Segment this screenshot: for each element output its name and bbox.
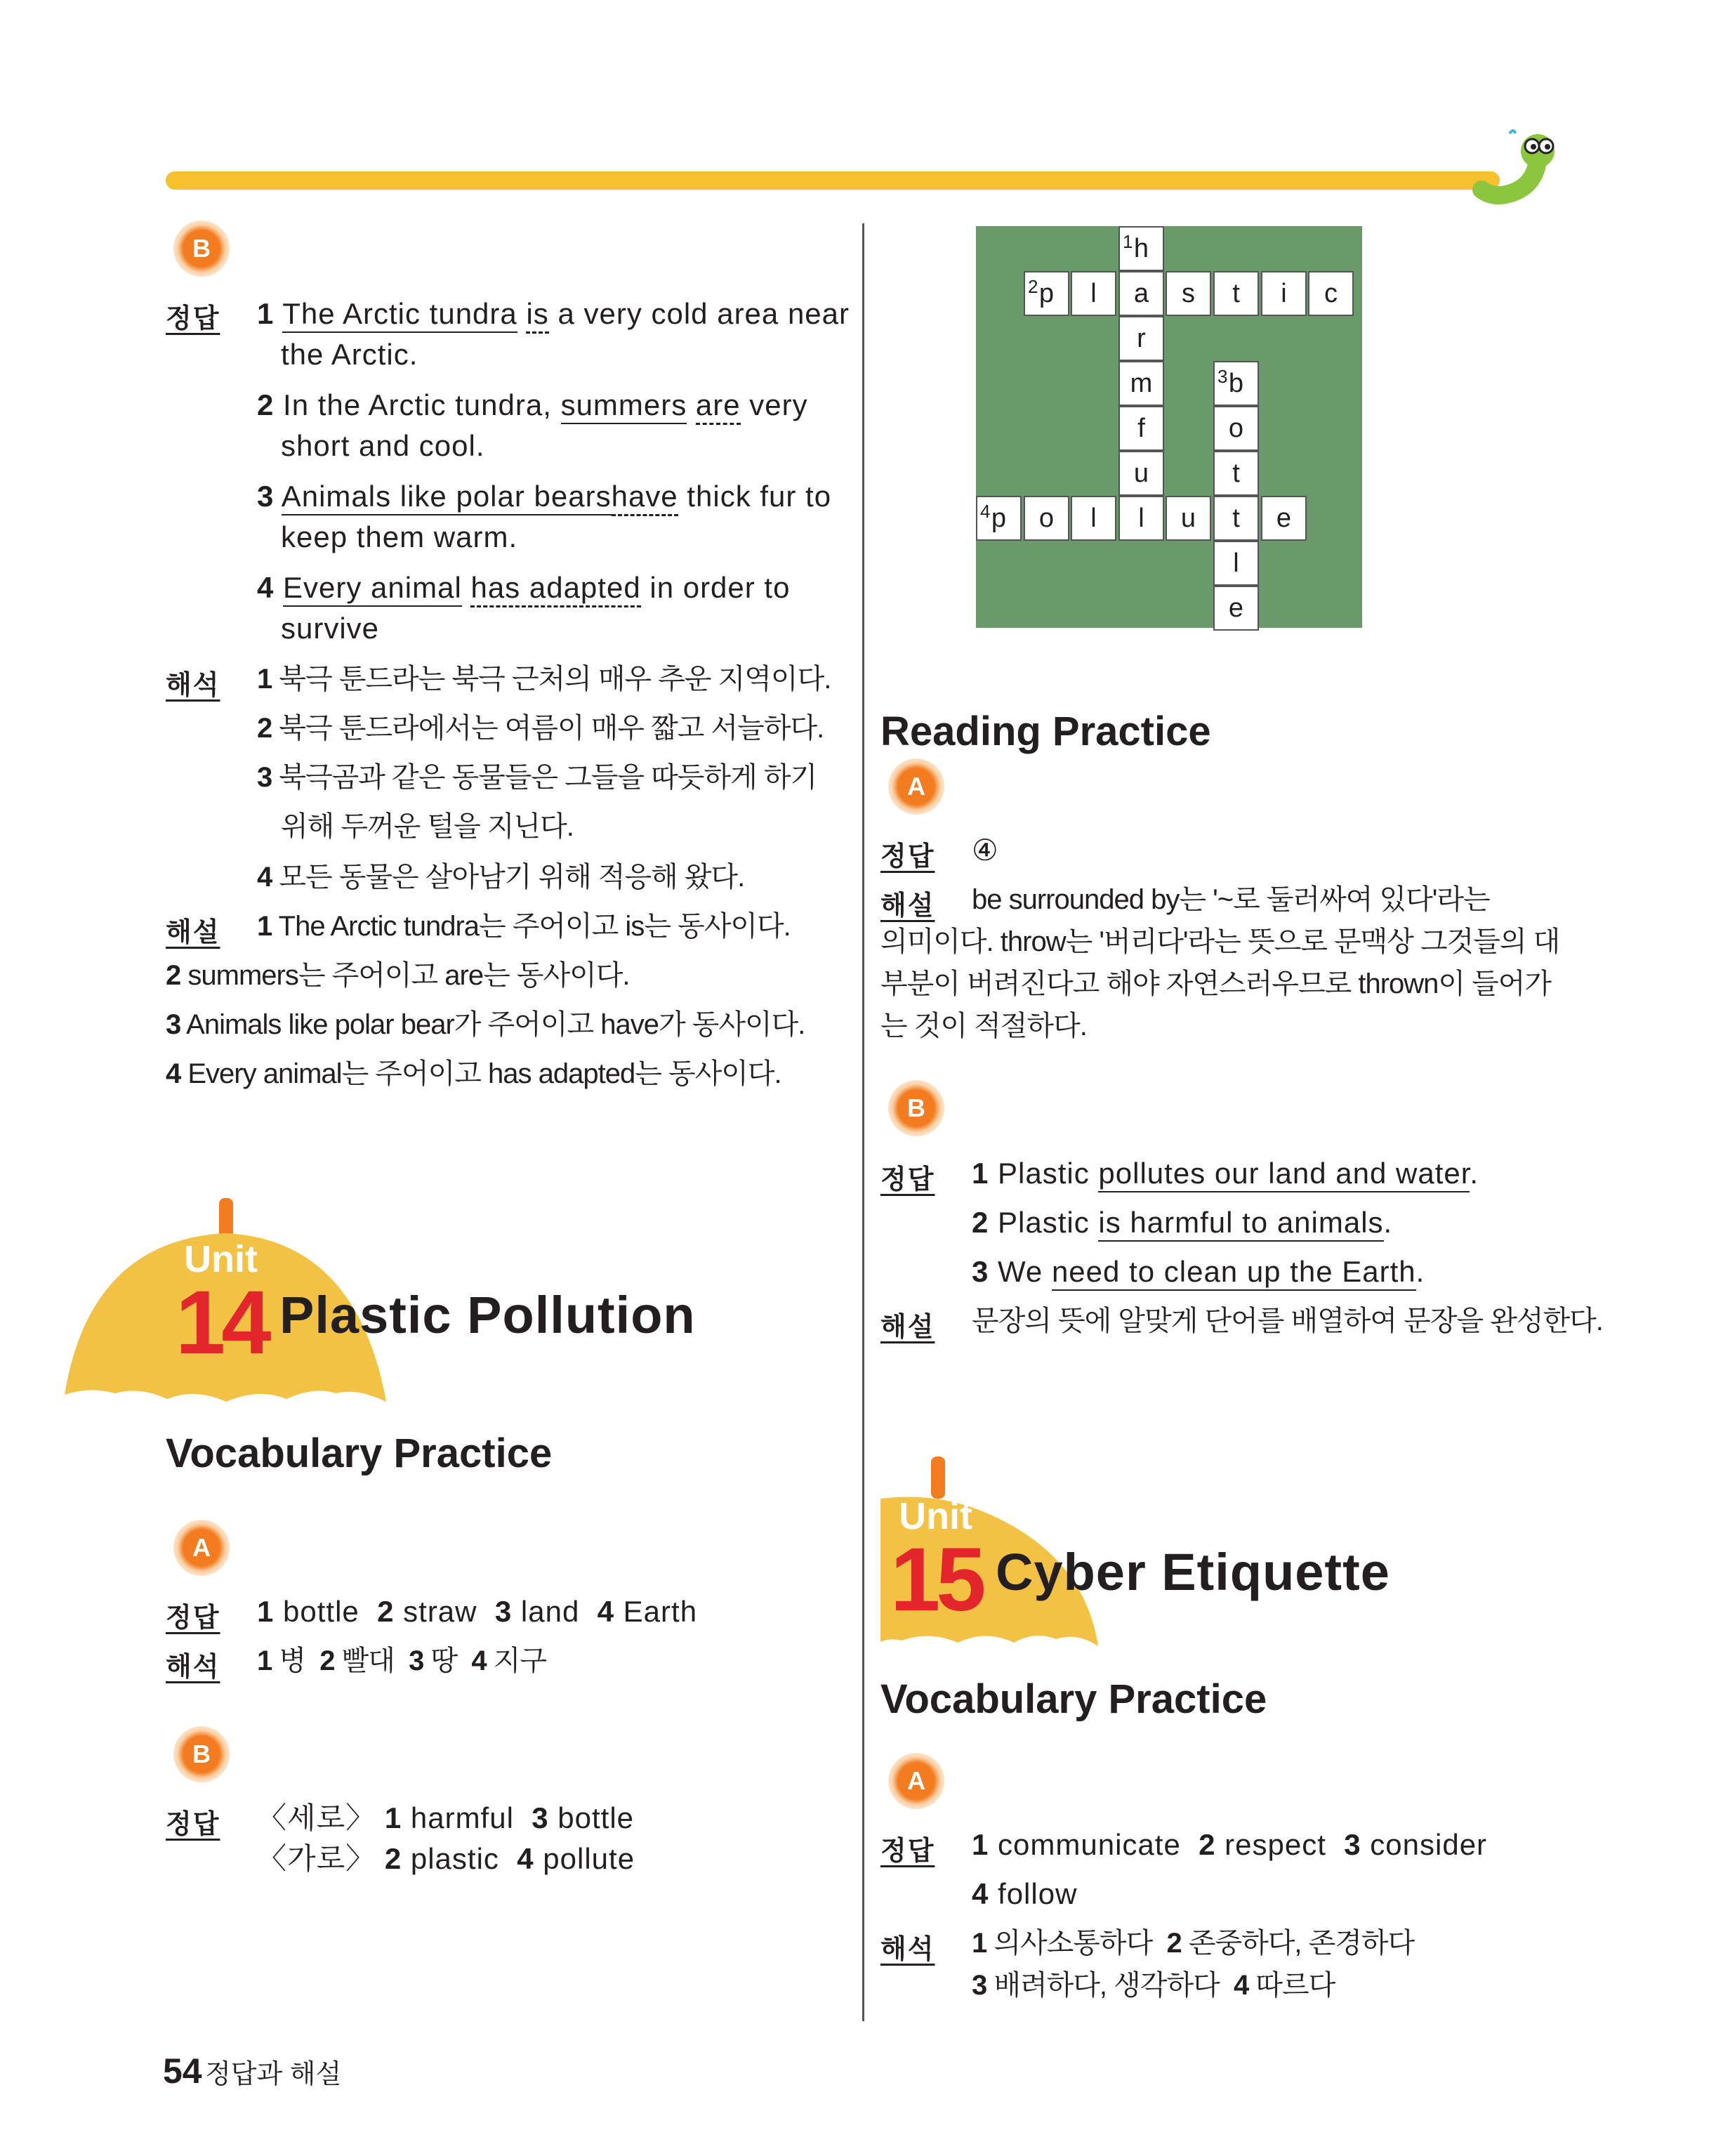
explanation-2: 2 summers는 주어이고 are는 동사이다. [166,960,630,991]
crossword-cell: t [1213,271,1259,316]
crossword-cell: i [1261,271,1307,316]
crossword-cell: 2 p [1024,271,1069,316]
vocab-translations: 1 의사소통하다 2 존중하다, 존경하다 [972,1928,1415,1959]
translation-4: 4 모든 동물은 살아남기 위해 적응해 왔다. [257,862,745,893]
crossword-cell: a [1118,271,1164,316]
answer-line-4b: survive [281,612,380,645]
unit-label: Unit [184,1238,258,1280]
page-number: 54 [163,2051,202,2091]
unit-title: Plastic Pollution [279,1286,696,1344]
answer-line-3b: keep them warm. [281,520,518,553]
crossword-cell: c [1308,271,1354,316]
answer-line-2b: short and cool. [281,429,485,462]
vocab-translations: 1 병 2 빨대 3 땅 4 지구 [257,1645,547,1676]
crossword-cell: o [1213,406,1259,451]
reading-explanation-2: 의미이다. throw는 '버리다'라는 뜻으로 문맥상 그것들의 대 [880,926,1560,957]
reading-answer-1: 1 Plastic pollutes our land and water. [972,1153,1479,1194]
translation-2: 2 북극 툰드라에서는 여름이 매우 짧고 서늘하다. [257,713,824,744]
section-badge: A [888,1753,944,1809]
vocab-answers: 1 bottle 2 straw 3 land 4 Earth [257,1595,698,1628]
reading-explanation-1: be surrounded by는 '~로 둘러싸여 있다'라는 [972,884,1490,915]
section-badge: A [888,758,944,815]
answer-label: 정답 [166,1603,220,1633]
crossword-cell: 1 h [1118,226,1164,271]
translation-label: 해석 [166,1652,220,1682]
unit-number: 15 [890,1530,982,1630]
vocabulary-heading: Vocabulary Practice [166,1431,553,1476]
section-badge: B [173,1726,230,1782]
section-badge: B [888,1080,944,1136]
answer-label: 정답 [880,1836,935,1866]
crossword-cell: t [1213,496,1259,541]
footer-label: 정답과 해설 [205,2060,342,2089]
crossword-across-answers: 〈가로〉 2 plastic 4 pollute [257,1842,635,1875]
reading-heading: Reading Practice [880,709,1211,754]
answer-line-1b: the Arctic. [281,338,418,371]
crossword-cell: 3 b [1213,361,1259,406]
translation-label: 해석 [166,671,220,700]
crossword-cell: e [1213,586,1259,631]
header-bar [166,171,1500,190]
vocab-answers: 1 communicate 2 respect 3 consider [972,1828,1488,1861]
worm-mascot-icon [1467,112,1566,211]
explanation-label: 해설 [166,918,220,947]
crossword-cell: m [1118,361,1164,406]
crossword-cell: u [1118,451,1164,496]
crossword-cell: l [1213,541,1259,586]
unit-number: 14 [176,1273,268,1373]
explanation-3: 3 Animals like polar bear가 주어이고 have가 동사이다. [166,1009,805,1040]
crossword-down-answers: 〈세로〉 1 harmful 3 bottle [257,1801,635,1834]
crossword-cell: s [1166,271,1211,316]
reading-b-explanation: 문장의 뜻에 알맞게 단어를 배열하여 문장을 완성한다. [972,1306,1603,1336]
reading-answer: ④ [972,834,999,867]
reading-explanation-4: 는 것이 적절하다. [880,1011,1087,1041]
crossword-cell: f [1118,406,1164,451]
answer-label: 정답 [880,1165,935,1195]
crossword-cell: r [1118,316,1164,361]
vocab-answers-2: 4 follow [972,1877,1078,1910]
crossword-cell: u [1166,496,1211,541]
crossword-cell: l [1118,496,1164,541]
explanation-4: 4 Every animal는 주어이고 has adapted는 동사이다. [166,1058,781,1089]
crossword-cell: 4 p [976,496,1022,541]
explanation-1: 1 The Arctic tundra는 주어이고 is는 동사이다. [257,911,791,942]
answer-label: 정답 [166,1810,220,1839]
unit-label: Unit [899,1495,972,1537]
vocabulary-heading: Vocabulary Practice [880,1676,1267,1722]
translation-1: 1 북극 툰드라는 북극 근처의 매우 추운 지역이다. [257,664,831,695]
explanation-label: 해설 [880,891,935,921]
answer-label: 정답 [880,842,935,872]
reading-answer-2: 2 Plastic is harmful to animals. [972,1202,1392,1243]
section-badge: B [173,221,230,277]
crossword-cell: l [1071,271,1116,316]
unit-title: Cyber Etiquette [996,1543,1390,1601]
crossword-board [976,226,1362,628]
explanation-label: 해설 [880,1313,935,1342]
answer-line-3: 3 Animals like polar bearshave thick fur to [257,476,831,517]
answer-line-4: 4 Every animal has adapted in order to [257,567,790,608]
section-badge: A [173,1520,230,1576]
answer-label: 정답 [166,304,220,334]
answer-line-2: 2 In the Arctic tundra, summers are very [257,385,808,426]
crossword-cell: e [1261,496,1307,541]
answer-line-1: 1 The Arctic tundra is a very cold area near [257,294,850,334]
reading-explanation-3: 부분이 버려진다고 해야 자연스러우므로 thrown이 들어가 [880,968,1552,999]
column-divider [862,223,864,2021]
translation-3: 3 북극곰과 같은 동물들은 그들을 따듯하게 하기 [257,762,817,793]
translation-3b: 위해 두꺼운 털을 지닌다. [281,811,574,842]
crossword-cell: o [1024,496,1069,541]
vocab-translations-2: 3 배려하다, 생각하다 4 따르다 [972,1970,1335,2001]
page-footer [163,2051,341,2091]
crossword-cell: l [1071,496,1116,541]
translation-label: 해석 [880,1935,935,1964]
crossword-cell: t [1213,451,1259,496]
reading-answer-3: 3 We need to clean up the Earth. [972,1251,1425,1292]
